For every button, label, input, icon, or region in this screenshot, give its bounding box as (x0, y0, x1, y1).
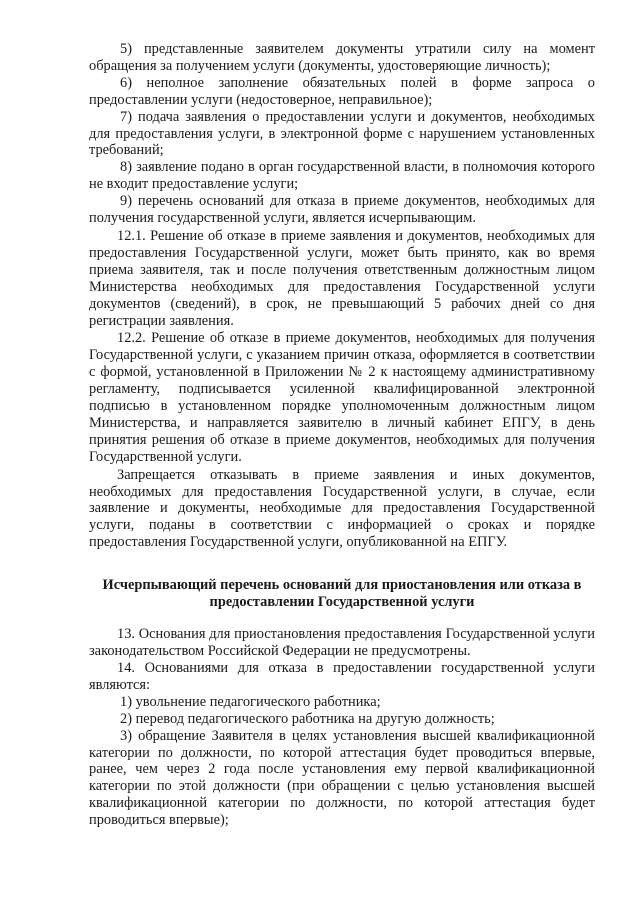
section-heading: Исчерпывающий перечень оснований для приостановления или отказа в предоставлении Государственной услуги (102, 577, 582, 611)
document-body (89, 41, 595, 829)
paragraph: Запрещается отказывать в приеме заявления и иных документов, необходимых для предоставления Государственной услуги, в случае, если заявление и документы, необходимые для предоставления Государственной услуги, поданы в соответствии с информацией о сроках и порядке предоставления Государственной услуги, опубликованной на ЕПГУ. (89, 466, 595, 551)
paragraph: 12.2. Решение об отказе в приеме документов, необходимых для получения Государственной услуги, с указанием причин отказа, оформляется в соответствии с формой, установленной в Приложении № 2 к настоящему административному регламенту, подписывается усиленной квалифицированной электронной подписью в установленном порядке уполномоченным должностным лицом Министерства, и направляется заявителю в личный кабинет ЕПГУ, в день принятия решения об отказе в приеме документов, необходимых для получения Государственной услуги. (89, 330, 595, 465)
paragraph: 14. Основаниями для отказа в предоставлении государственной услуги являются: (89, 660, 595, 693)
list-item: 2) перевод педагогического работника на другую должность; (120, 710, 495, 727)
paragraph: 13. Основания для приостановления предоставления Государственной услуги законодательством Российской Федерации не предусмотрены. (89, 626, 595, 660)
list-item: 1) увольнение педагогического работника; (120, 693, 381, 710)
list-item: 3) обращение Заявителя в целях установления высшей квалификационной категории по должности, по которой аттестация будет проводиться впервые, ранее, чем через 2 года после установления ему первой квалификационной категории по этой должности (при обращении с целью установления высшей квалификационной категории по должности, по которой аттестация будет проводиться впервые); (89, 727, 595, 829)
paragraph: 12.1. Решение об отказе в приеме заявления и документов, необходимых для предоставления Государственной услуги, может быть принято, как во время приема заявителя, так и после получения ответственным должностным лицом Министерства необходимых для предоставления Государственной услуги документов (сведений), в срок, не превышающий 5 рабочих дней со дня регистрации заявления. (89, 227, 595, 329)
list-item: 9) перечень оснований для отказа в приеме документов, необходимых для получения государственной услуги, является исчерпывающим. (89, 193, 595, 227)
list-item: 6) неполное заполнение обязательных полей в форме запроса о предоставлении услуги (недостоверное, неправильное); (89, 74, 595, 108)
list-item: 7) подача заявления о предоставлении услуги и документов, необходимых для предоставления услуги, в электронной форме с нарушением установленных требований; (89, 108, 595, 159)
list-item: 5) представленные заявителем документы утратили силу на момент обращения за получением услуги (документы, удостоверяющие личность); (89, 41, 595, 74)
list-item: 8) заявление подано в орган государственной власти, в полномочия которого не входит предоставление услуги; (89, 159, 595, 193)
